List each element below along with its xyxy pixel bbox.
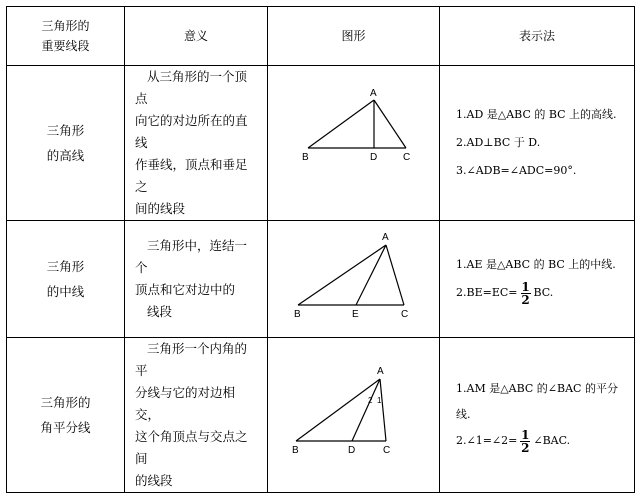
bisector-label-b: B [292,444,299,456]
bisector-triangle-diagram [268,357,440,474]
bisector-fraction [520,429,530,454]
bisector-meaning-line4: 的线段 [135,473,173,488]
bisector-name-line2: 角平分线 [40,420,91,435]
bisector-segment-ad [352,379,380,441]
median-side-ac [386,245,404,305]
bisector-meaning [125,338,268,493]
median-meaning-line3: 线段 [147,304,173,319]
median-label-e: E [352,309,359,320]
median-fraction [521,281,531,306]
row-angle-bisector [7,338,635,493]
median-fraction-denominator: 2 [521,292,530,307]
bisector-side-ab [296,379,380,441]
altitude-label-a: A [370,87,377,99]
altitude-figure [268,66,440,221]
row-median [7,221,635,338]
median-fraction-numerator: 1 [521,279,530,294]
median-label-c: C [401,309,409,320]
median-label-b: B [294,309,301,320]
altitude-meaning-line1: 从三角形的一个顶点 [135,69,248,106]
median-meaning-line1: 三角形中，连结一个 [135,238,248,275]
bisector-angle1-label: 1 [377,395,382,405]
altitude-triangle-diagram [268,86,440,201]
bisector-meaning-line2: 分线与它的对边相交， [135,385,236,422]
header-row [7,7,635,66]
bisector-angle2-label: 2 [368,395,373,405]
bisector-meaning-line1: 三角形一个内角的平 [135,341,248,378]
median-meaning [125,221,268,338]
bisector-side-ac [380,379,386,441]
altitude-label-c: C [403,151,411,163]
bisector-label-a: A [377,365,384,377]
median-name-line2: 的中线 [46,284,85,299]
bisector-notation-suffix: ∠BAC. [533,434,571,447]
altitude-side-ab [308,100,374,148]
altitude-side-ac [374,100,406,148]
bisector-label-c: C [383,444,391,456]
median-side-ab [298,245,386,305]
bisector-name [7,338,125,493]
median-figure [268,221,440,338]
median-label-a: A [382,232,389,243]
header-name [7,7,125,66]
bisector-label-d: D [348,444,356,456]
altitude-meaning-line3: 作垂线，顶点和垂足之 [135,157,248,194]
median-meaning-line2: 顶点和它对边中的 [135,282,236,297]
bisector-notation [440,338,635,493]
bisector-notation-line1: 1.AM 是△ABC 的∠BAC 的平分 [456,382,618,395]
bisector-notation-prefix: 2.∠1=∠2= [456,434,518,447]
bisector-notation-line1-cont: 线. [456,408,471,421]
header-notation: 表示法 [440,7,635,66]
bisector-name-line1: 三角形的 [40,395,91,410]
header-figure: 图形 [268,7,440,66]
altitude-name-line1: 三角形 [46,123,85,138]
altitude-name-line2: 的高线 [46,148,85,163]
header-name-line2: 重要线段 [41,39,90,53]
median-name-line1: 三角形 [46,259,85,274]
altitude-meaning-line4: 间的线段 [135,201,186,216]
bisector-fraction-denominator: 2 [521,440,530,455]
altitude-notation-line2: 2.AD⊥BC 于 D. [456,136,541,149]
median-notation-line1: 1.AE 是△ABC 的 BC 上的中线. [456,258,616,271]
median-name [7,221,125,338]
bisector-fraction-numerator: 1 [521,427,530,442]
row-altitude [7,66,635,221]
median-notation-suffix: BC. [533,286,554,299]
altitude-notation [440,66,635,221]
median-segment-ae [356,245,386,305]
median-notation-line2 [456,279,634,307]
altitude-notation-line3: 3.∠ADB=∠ADC=90°. [456,164,577,177]
altitude-meaning-line2: 向它的对边所在的直线 [135,113,248,150]
bisector-notation-line2 [456,428,634,454]
altitude-meaning [125,66,268,221]
altitude-label-d: D [370,151,378,163]
bisector-meaning-line3: 这个角顶点与交点之间 [135,429,248,466]
altitude-notation-line1: 1.AD 是△ABC 的 BC 上的高线. [456,108,617,121]
bisector-figure [268,338,440,493]
median-notation [440,221,635,338]
header-meaning: 意义 [125,7,268,66]
median-notation-prefix: 2.BE=EC= [456,286,518,299]
header-name-line1: 三角形的 [41,19,90,33]
altitude-name [7,66,125,221]
median-triangle-diagram [268,221,440,337]
altitude-label-b: B [302,151,309,163]
